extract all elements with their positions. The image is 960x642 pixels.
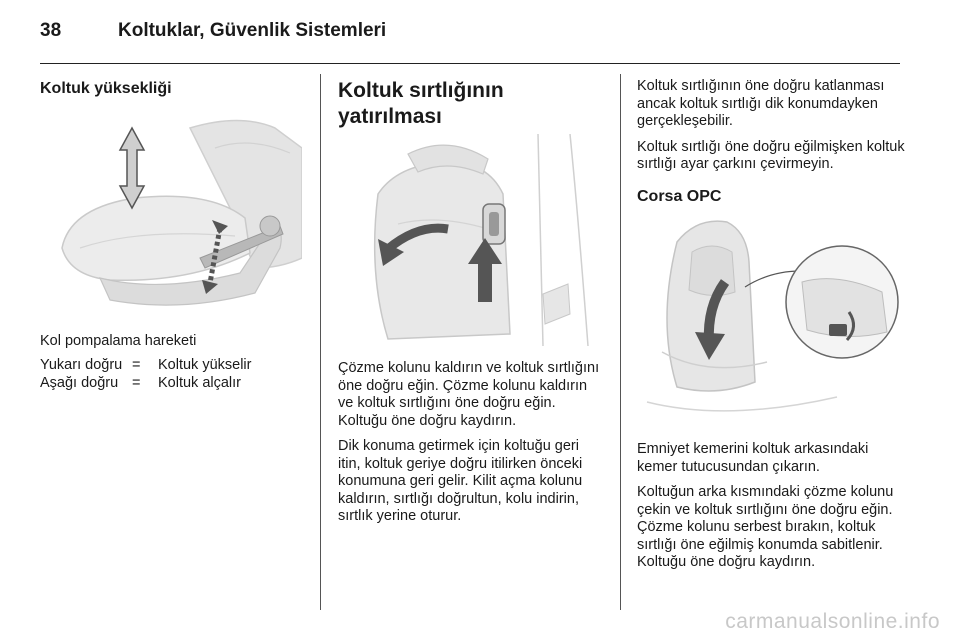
corsa-opc-seat-illustration bbox=[637, 212, 901, 428]
paragraph: Koltuğun arka kısmındaki çözme kolunu çekin ve koltuk sırtlığını öne doğru eğin. Çözme kolunu serbest bırakın, koltuk sırtlığı öne eğilmiş konumda sabitlenir. Koltuğu öne doğru kaydırın. bbox=[637, 484, 894, 570]
backrest-fold-text bbox=[338, 360, 604, 534]
section-title-corsa-opc: Corsa OPC bbox=[637, 188, 722, 205]
column-2 bbox=[338, 74, 606, 130]
corsa-opc-text bbox=[637, 441, 905, 580]
section-title-backrest-fold: Koltuk sırtlığının yatırılması bbox=[338, 79, 504, 128]
column-divider bbox=[620, 74, 621, 610]
paragraph: Dik konuma getirmek için koltuğu geri itin, koltuk geriye doğru itilirken önceki konumuna geri gelir. Kilit açma kolunu kaldırın, sırtlığı doğrultun, kolu indirin, sırtlık yerine oturur. bbox=[338, 438, 583, 524]
direction-label: Yukarı doğru bbox=[40, 357, 123, 373]
table-row bbox=[40, 357, 251, 375]
result-label: Koltuk alçalır bbox=[158, 374, 242, 391]
backrest-notes bbox=[637, 78, 907, 182]
equals-sign: = bbox=[132, 357, 141, 373]
section-title-seat-height: Koltuk yüksekliği bbox=[40, 80, 172, 97]
table-row bbox=[40, 375, 251, 393]
pump-action-table bbox=[40, 357, 251, 392]
paragraph: Koltuk sırtlığının öne doğru katlanması ancak koltuk sırtlığı dik konumdayken gerçekleşebilir. bbox=[637, 78, 885, 129]
paragraph: Çözme kolunu kaldırın ve koltuk sırtlığını öne doğru eğin. Çözme kolunu kaldırın ve koltuk sırtlığını öne doğru eğin. Koltuğu öne doğru kaydırın. bbox=[338, 360, 600, 429]
figure-caption: Kol pompalama hareketi bbox=[40, 333, 197, 349]
page-header bbox=[40, 18, 900, 64]
equals-sign: = bbox=[132, 374, 141, 391]
column-divider bbox=[320, 74, 321, 610]
result-label: Koltuk yükselir bbox=[158, 357, 252, 373]
watermark: carmanualsonline.info bbox=[725, 610, 940, 633]
paragraph: Koltuk sırtlığı öne doğru eğilmişken koltuk sırtlığı ayar çarkını çevirmeyin. bbox=[637, 138, 905, 172]
backrest-fold-illustration bbox=[338, 134, 602, 346]
paragraph: Emniyet kemerini koltuk arkasındaki kemer tutucusundan çıkarın. bbox=[637, 441, 869, 475]
page-number: 38 bbox=[40, 20, 62, 41]
page-heading: Koltuklar, Güvenlik Sistemleri bbox=[118, 20, 387, 41]
direction-label: Aşağı doğru bbox=[40, 374, 119, 391]
column-1 bbox=[40, 74, 310, 98]
seat-height-illustration bbox=[40, 108, 302, 320]
